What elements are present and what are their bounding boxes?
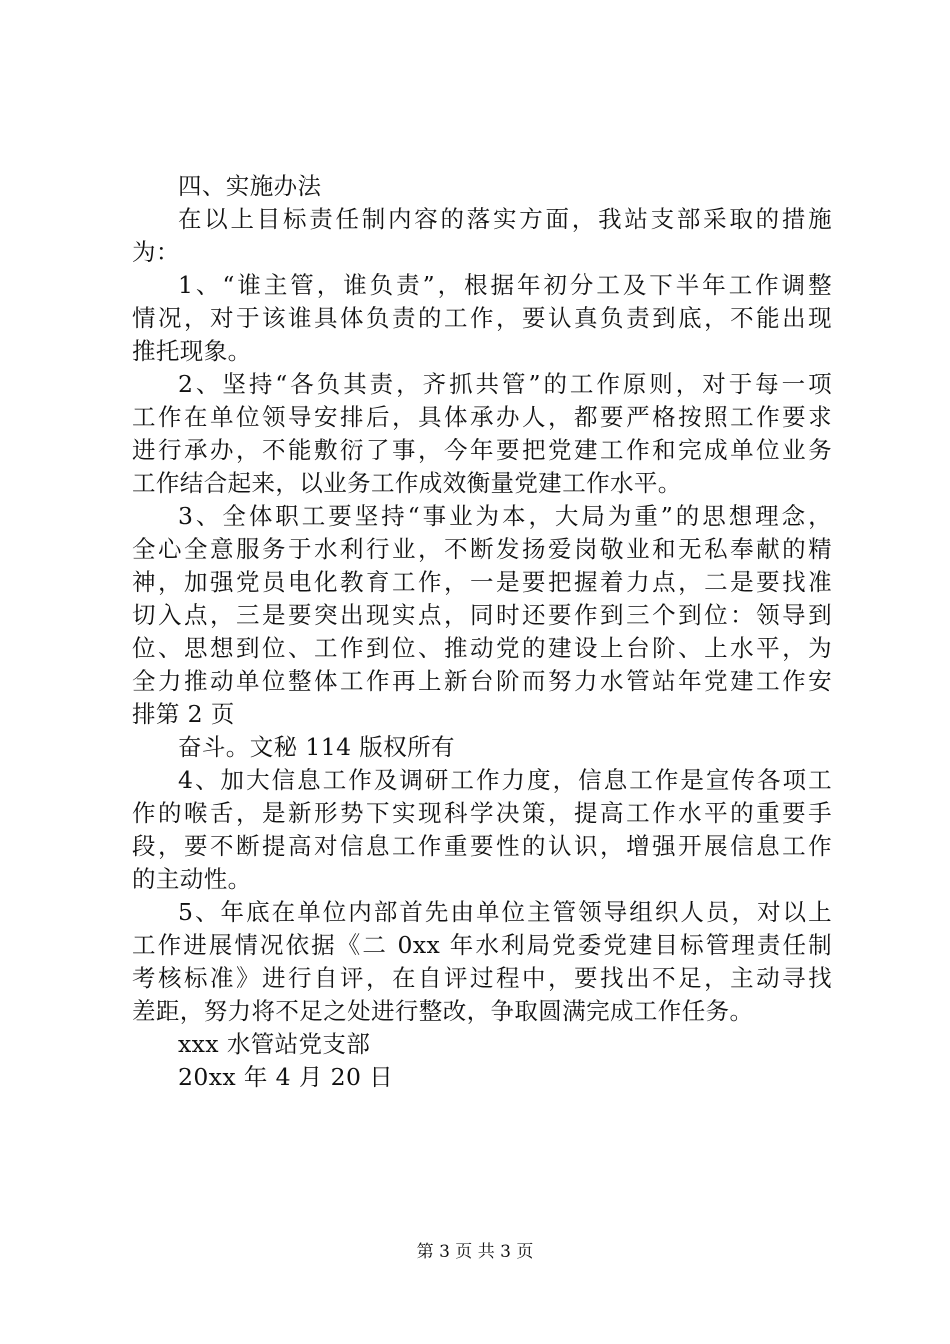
paragraph-line: 神，加强党员电化教育工作，一是要把握着力点，二是要找准	[132, 568, 832, 596]
paragraph-line: 奋斗。文秘 114 版权所有	[178, 733, 455, 761]
paragraph-line: 情况，对于该谁具体负责的工作，要认真负责到底，不能出现	[132, 304, 832, 332]
paragraph-line: 为：	[132, 238, 180, 266]
paragraph-line: 5、年底在单位内部首先由单位主管领导组织人员，对以上	[178, 898, 832, 926]
paragraph-line: 差距，努力将不足之处进行整改，争取圆满完成工作任务。	[132, 997, 754, 1025]
paragraph-line: 在以上目标责任制内容的落实方面，我站支部采取的措施	[178, 205, 832, 233]
paragraph-line: 排第 2 页	[132, 700, 235, 728]
paragraph-line: 作的喉舌，是新形势下实现科学决策，提高工作水平的重要手	[132, 799, 832, 827]
paragraph-line: 切入点，三是要突出现实点，同时还要作到三个到位：领导到	[132, 601, 832, 629]
paragraph-line: 位、思想到位、工作到位、推动党的建设上台阶、上水平，为	[132, 634, 832, 662]
paragraph-line: 全心全意服务于水利行业，不断发扬爱岗敬业和无私奉献的精	[132, 535, 832, 563]
page-footer: 第 3 页 共 3 页	[416, 1242, 534, 1262]
paragraph-line: 的主动性。	[132, 865, 252, 893]
document-body	[132, 170, 832, 1094]
paragraph-line: 1、“谁主管，谁负责”，根据年初分工及下半年工作调整	[178, 271, 832, 299]
paragraph-line: 3、全体职工要坚持“事业为本，大局为重”的思想理念，	[178, 502, 832, 530]
paragraph-line: 考核标准》进行自评，在自评过程中，要找出不足，主动寻找	[132, 964, 832, 992]
signature-line: xxx 水管站党支部	[178, 1030, 371, 1058]
paragraph-line: 工作在单位领导安排后，具体承办人，都要严格按照工作要求	[132, 403, 832, 431]
paragraph-line: 4、加大信息工作及调研工作力度，信息工作是宣传各项工	[178, 766, 832, 794]
paragraph-line: 推托现象。	[132, 337, 252, 365]
paragraph-line: 工作结合起来，以业务工作成效衡量党建工作水平。	[132, 469, 682, 497]
paragraph-line: 进行承办，不能敷衍了事，今年要把党建工作和完成单位业务	[132, 436, 832, 464]
section-heading: 四、实施办法	[178, 172, 322, 200]
paragraph-line: 全力推动单位整体工作再上新台阶而努力水管站年党建工作安	[132, 667, 832, 695]
date-line: 20xx 年 4 月 20 日	[178, 1063, 394, 1091]
paragraph-line: 段，要不断提高对信息工作重要性的认识，增强开展信息工作	[132, 832, 832, 860]
paragraph-line: 2、坚持“各负其责，齐抓共管”的工作原则，对于每一项	[178, 370, 832, 398]
paragraph-line: 工作进展情况依据《二 0xx 年水利局党委党建目标管理责任制	[132, 931, 832, 959]
